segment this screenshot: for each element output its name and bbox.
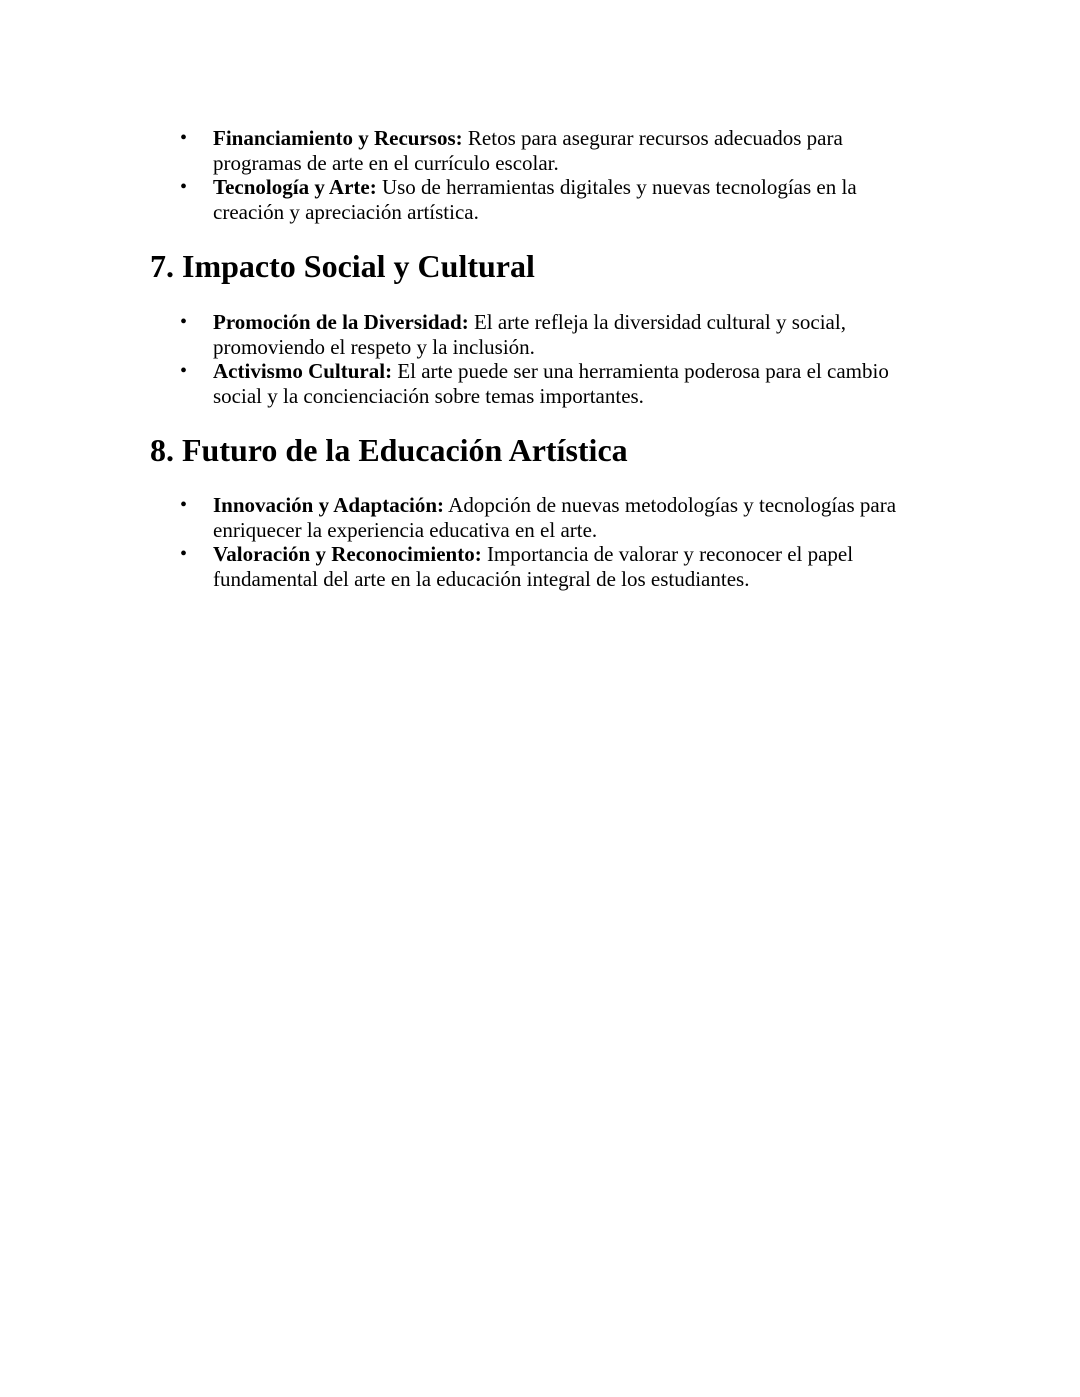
bullet-list xyxy=(0,310,1080,408)
item-term: Valoración y Reconocimiento: xyxy=(213,542,482,566)
section-heading: 8. Futuro de la Educación Artística xyxy=(150,432,628,468)
list-item xyxy=(0,493,913,542)
item-text: Importancia de valorar y reconocer el papel fundamental del arte en la educación integral de los estudiantes. xyxy=(213,542,854,591)
item-term: Promoción de la Diversidad: xyxy=(213,310,469,334)
list-item xyxy=(0,175,913,224)
list-item xyxy=(0,359,913,408)
list-item xyxy=(0,542,913,591)
item-text: Uso de herramientas digitales y nuevas tecnologías en la creación y apreciación artística. xyxy=(213,175,857,224)
bullet-list xyxy=(0,126,1080,224)
item-term: Tecnología y Arte: xyxy=(213,175,377,199)
item-text: Adopción de nuevas metodologías y tecnologías para enriquecer la experiencia educativa en el arte. xyxy=(213,493,897,542)
item-term: Financiamiento y Recursos: xyxy=(213,126,463,150)
item-text: El arte puede ser una herramienta poderosa para el cambio social y la concienciación sobre temas importantes. xyxy=(213,359,889,408)
list-item xyxy=(0,126,913,175)
bullet-list xyxy=(0,493,1080,591)
section-heading: 7. Impacto Social y Cultural xyxy=(150,248,535,284)
item-term: Innovación y Adaptación: xyxy=(213,493,445,517)
item-text: El arte refleja la diversidad cultural y social, promoviendo el respeto y la inclusión. xyxy=(213,310,846,359)
list-item xyxy=(0,310,913,359)
item-text: Retos para asegurar recursos adecuados para programas de arte en el currículo escolar. xyxy=(213,126,843,175)
item-term: Activismo Cultural: xyxy=(213,359,393,383)
